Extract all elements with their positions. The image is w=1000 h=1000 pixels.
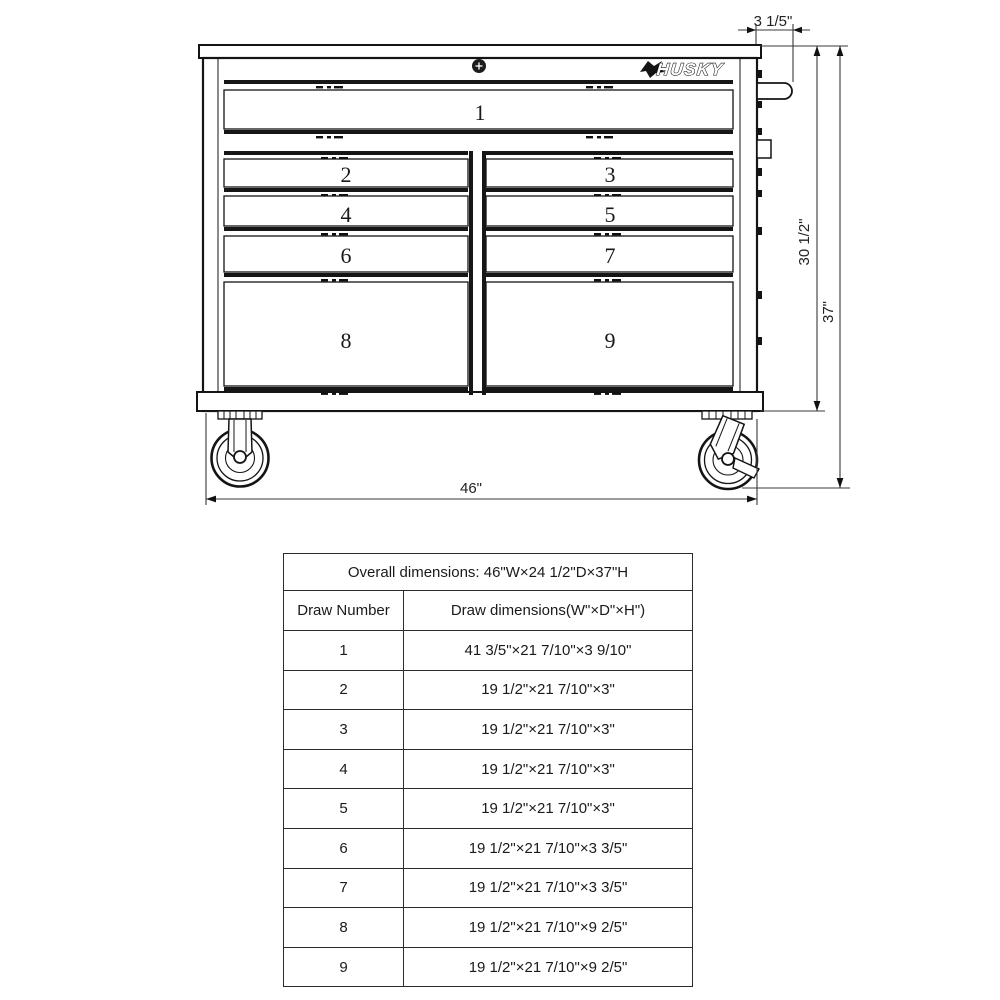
drawer-3-label: 3: [604, 162, 616, 187]
dim-total-height: 37": [820, 300, 837, 324]
draw-number-cell: 5: [284, 789, 404, 829]
col-header-draw-dimensions: Draw dimensions(W"×D"×H"): [404, 591, 693, 631]
side-handle: [757, 70, 792, 345]
draw-dimensions-cell: 19 1/2"×21 7/10"×3": [404, 710, 693, 750]
draw-number-cell: 2: [284, 670, 404, 710]
draw-dimensions-cell: 19 1/2"×21 7/10"×9 2/5": [404, 947, 693, 987]
dim-width: 46": [459, 480, 483, 497]
draw-dimensions-cell: 19 1/2"×21 7/10"×3": [404, 749, 693, 789]
draw-dimensions-cell: 19 1/2"×21 7/10"×9 2/5": [404, 908, 693, 948]
table-row: [284, 789, 693, 829]
draw-number-cell: 1: [284, 631, 404, 671]
drawer-1-label: 1: [474, 100, 486, 125]
table-row: [284, 868, 693, 908]
col-header-draw-number: Draw Number: [284, 591, 404, 631]
draw-number-cell: 7: [284, 868, 404, 908]
drawer-6-label: 6: [340, 243, 352, 268]
dim-body-height: 30 1/2": [796, 218, 813, 266]
drawer-7-label: 7: [604, 243, 616, 268]
draw-number-cell: 6: [284, 828, 404, 868]
draw-number-cell: 8: [284, 908, 404, 948]
drawer-9-label: 9: [604, 328, 616, 353]
dim-handle-depth: 3 1/5": [753, 13, 793, 30]
table-row: [284, 631, 693, 671]
draw-dimensions-cell: 19 1/2"×21 7/10"×3": [404, 670, 693, 710]
draw-dimensions-cell: 41 3/5"×21 7/10"×3 9/10": [404, 631, 693, 671]
table-row: [284, 828, 693, 868]
caster-left: [212, 411, 269, 487]
lock-icon: [472, 59, 486, 73]
drawer-5-label: 5: [604, 202, 616, 227]
drawer-4-label: 4: [340, 202, 352, 227]
drawer-8-label: 8: [340, 328, 352, 353]
caster-right: [699, 411, 759, 489]
draw-number-cell: 9: [284, 947, 404, 987]
draw-dimensions-cell: 19 1/2"×21 7/10"×3 3/5": [404, 828, 693, 868]
overall-dimensions-row: [284, 554, 693, 591]
side-bracket: [757, 140, 771, 158]
draw-number-cell: 4: [284, 749, 404, 789]
draw-dimensions-cell: 19 1/2"×21 7/10"×3": [404, 789, 693, 829]
draw-number-cell: 3: [284, 710, 404, 750]
table-header-row: [284, 591, 693, 631]
table-row: [284, 749, 693, 789]
table-row: [284, 710, 693, 750]
drawer-2-label: 2: [340, 162, 352, 187]
spec-table: [283, 553, 693, 987]
table-row: [284, 947, 693, 987]
logo-text: HUSKY: [655, 60, 725, 79]
draw-dimensions-cell: 19 1/2"×21 7/10"×3 3/5": [404, 868, 693, 908]
cabinet-base: [197, 392, 763, 411]
overall-dimensions-text: Overall dimensions: 46"W×24 1/2"D×37"H: [284, 554, 693, 591]
table-row: [284, 670, 693, 710]
table-row: [284, 908, 693, 948]
cabinet-top-panel: [199, 45, 761, 58]
center-divider: [469, 151, 473, 395]
